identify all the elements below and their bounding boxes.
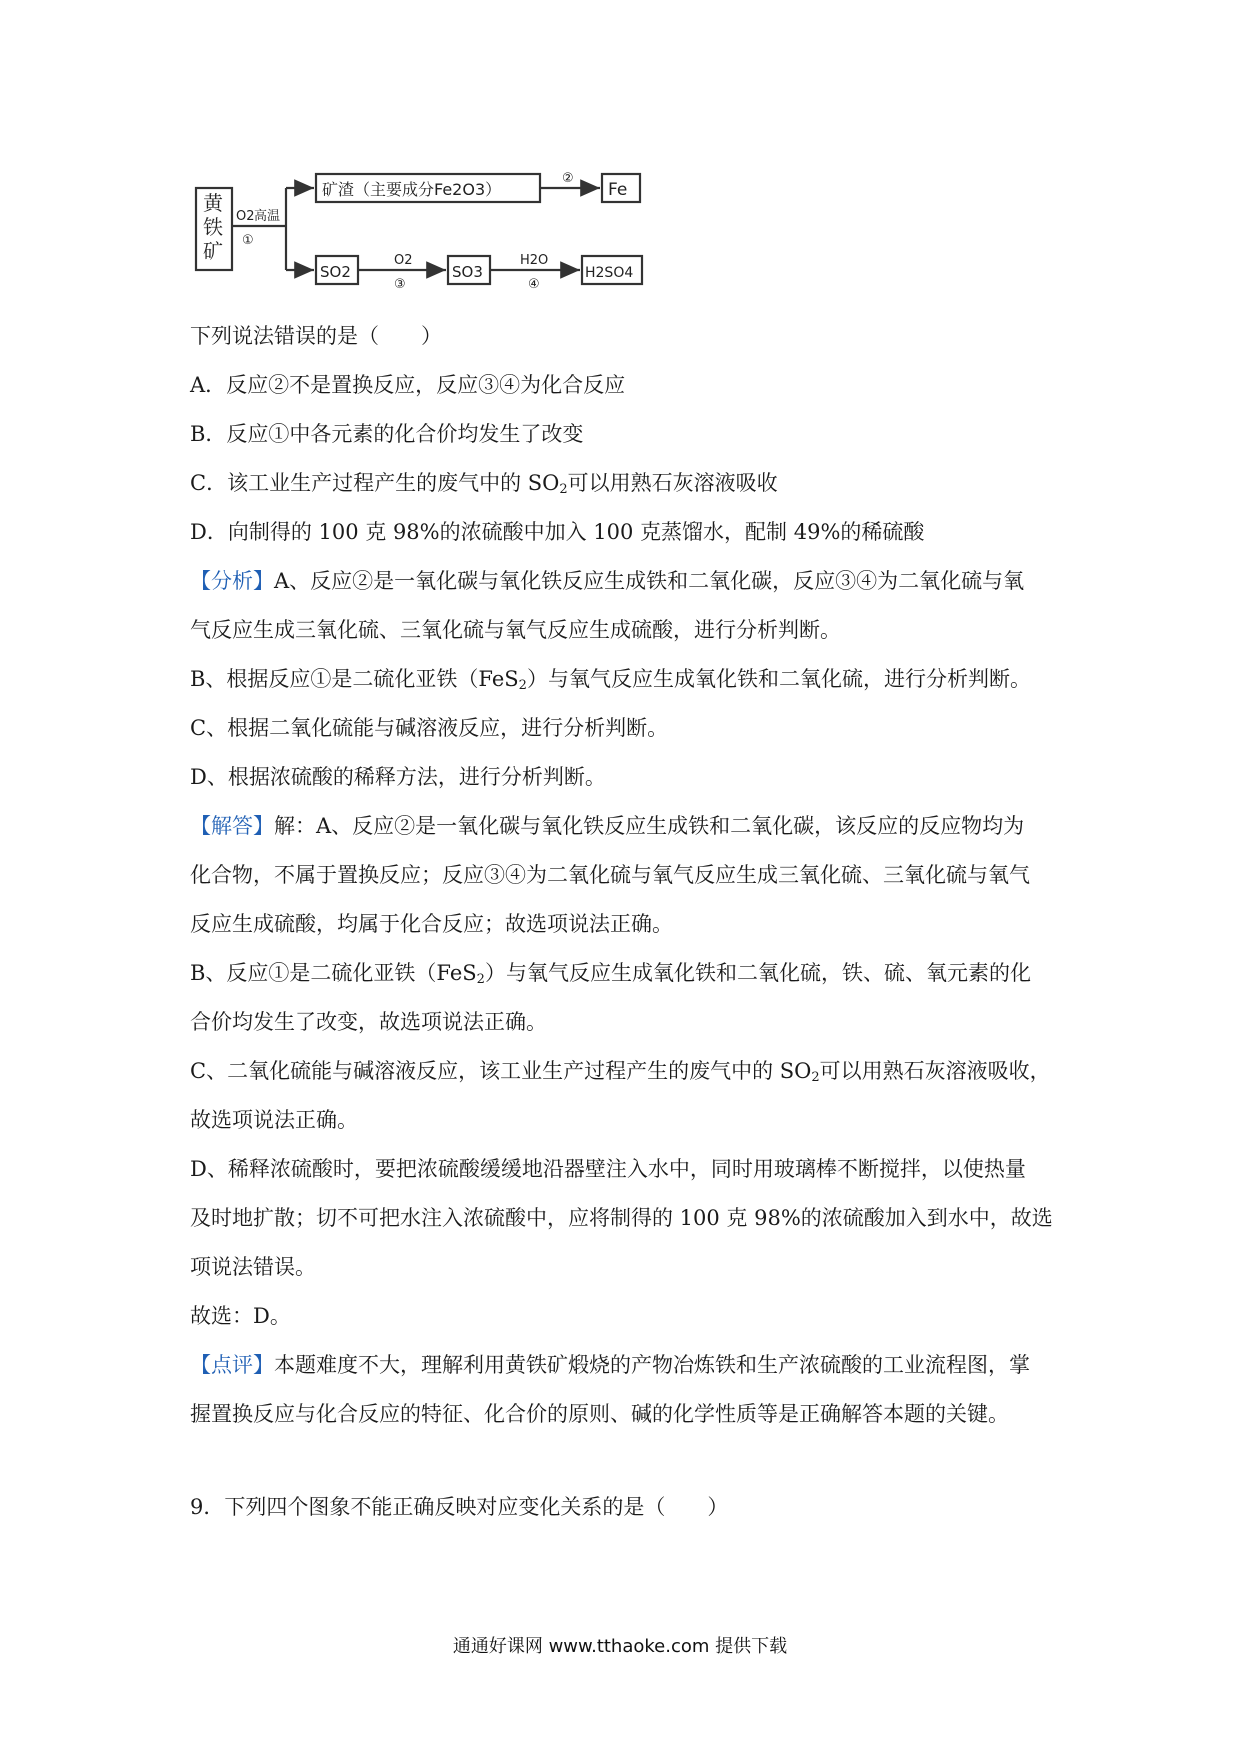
option-b: B．反应①中各元素的化合价均发生了改变 (190, 422, 584, 446)
analysis-line-2: 气反应生成三氧化硫、三氧化硫与氧气反应生成硫酸，进行分析判断。 (190, 618, 841, 642)
step1-reagent: O2 (236, 209, 255, 224)
answer-c1-post: 可以用熟石灰溶液吸收， (819, 1059, 1051, 1083)
page-footer: 通通好课网 www.tthaoke.com 提供下载 (452, 1636, 788, 1657)
answer-line-3: 反应生成硫酸，均属于化合反应；故选项说法正确。 (190, 912, 673, 936)
step4-number: ④ (528, 277, 540, 292)
fe-label: Fe (608, 180, 628, 200)
option-c (190, 459, 1060, 508)
ore-char-1: 黄 (203, 191, 223, 215)
step3-number: ③ (394, 277, 406, 292)
answer-line-b2: 合价均发生了改变，故选项说法正确。 (190, 1010, 547, 1034)
h2so4-label: H2SO4 (585, 265, 634, 281)
answer-line-1 (190, 802, 1060, 851)
option-d: D．向制得的 100 克 98%的浓硫酸中加入 100 克蒸馏水，配制 49%的稀硫酸 (190, 520, 925, 544)
analysis-line-d: D、根据浓硫酸的稀释方法，进行分析判断。 (190, 765, 606, 789)
answer-line-c1 (190, 1047, 1060, 1096)
comment-tag: 【点评】 (190, 1353, 274, 1377)
step2-number: ② (562, 171, 574, 186)
analysis-b-pre: B、根据反应①是二硫化亚铁（FeS (190, 667, 519, 691)
answer-b1-post: ）与氧气反应生成氧化铁和二氧化硫，铁、硫、氧元素的化 (484, 961, 1031, 985)
answer-text-1: 解：A、反应②是一氧化碳与氧化铁反应生成铁和二氧化碳，该反应的反应物均为 (274, 814, 1025, 838)
comment-text-1: 本题难度不大，理解利用黄铁矿煅烧的产物冶炼铁和生产浓硫酸的工业流程图，掌 (274, 1353, 1030, 1377)
answer-b1-sub: 2 (476, 972, 485, 987)
so2-label: SO2 (320, 263, 351, 281)
analysis-tag: 【分析】 (190, 569, 274, 593)
answer-c1-sub: 2 (811, 1070, 820, 1085)
analysis-b-sub: 2 (518, 678, 527, 693)
answer-c1-pre: C、二氧化硫能与碱溶液反应，该工业生产过程产生的废气中的 SO (190, 1059, 812, 1083)
analysis-line-b (190, 655, 1060, 704)
ore-char-2: 铁 (203, 215, 223, 239)
slag-label: 矿渣（主要成分Fe2O3） (322, 180, 502, 199)
answer-line-b1 (190, 949, 1060, 998)
option-c-post: 可以用熟石灰溶液吸收 (567, 471, 778, 495)
answer-line-d3: 项说法错误。 (190, 1255, 316, 1279)
analysis-line-c: C、根据二氧化硫能与碱溶液反应，进行分析判断。 (190, 716, 669, 740)
question9-stem: 9．下列四个图象不能正确反映对应变化关系的是（ ） (190, 1495, 729, 1519)
process-flowchart (190, 160, 730, 295)
option-c-sub: 2 (559, 482, 568, 497)
step4-reagent: H2O (520, 253, 549, 268)
option-a: A．反应②不是置换反应，反应③④为化合反应 (190, 373, 626, 397)
analysis-text-1: A、反应②是一氧化碳与氧化铁反应生成铁和二氧化碳，反应③④为二氧化硫与氧 (274, 569, 1025, 593)
step3-reagent: O2 (394, 253, 413, 268)
comment-line-1 (190, 1341, 1060, 1390)
so3-label: SO3 (452, 263, 483, 281)
answer-line-d2: 及时地扩散；切不可把水注入浓硫酸中，应将制得的 100 克 98%的浓硫酸加入到水中，故选 (190, 1206, 1053, 1230)
answer-b1-pre: B、反应①是二硫化亚铁（FeS (190, 961, 477, 985)
answer-line-2: 化合物，不属于置换反应；反应③④为二氧化硫与氧气反应生成三氧化硫、三氧化硫与氧气 (190, 863, 1030, 887)
analysis-b-post: ）与氧气反应生成氧化铁和二氧化硫，进行分析判断。 (526, 667, 1031, 691)
answer-line-d1: D、稀释浓硫酸时，要把浓硫酸缓缓地沿器壁注入水中，同时用玻璃棒不断搅拌，以使热量 (190, 1157, 1026, 1181)
question8-stem: 下列说法错误的是（ ） (190, 324, 442, 348)
answer-tag: 【解答】 (190, 814, 274, 838)
ore-char-3: 矿 (203, 239, 223, 263)
comment-line-2: 握置换反应与化合反应的特征、化合价的原则、碱的化学性质等是正确解答本题的关键。 (190, 1402, 1009, 1426)
section-gap (190, 1439, 1060, 1483)
pyrite-process-diagram (190, 160, 730, 295)
step1-number: ① (242, 233, 254, 248)
option-c-pre: C．该工业生产过程产生的废气中的 SO (190, 471, 560, 495)
answer-choice: 故选：D。 (190, 1304, 291, 1328)
analysis-line-1 (190, 557, 1060, 606)
step1-condition: 高温 (254, 209, 281, 224)
answer-line-c2: 故选项说法正确。 (190, 1108, 358, 1132)
question-content (190, 312, 1060, 1532)
